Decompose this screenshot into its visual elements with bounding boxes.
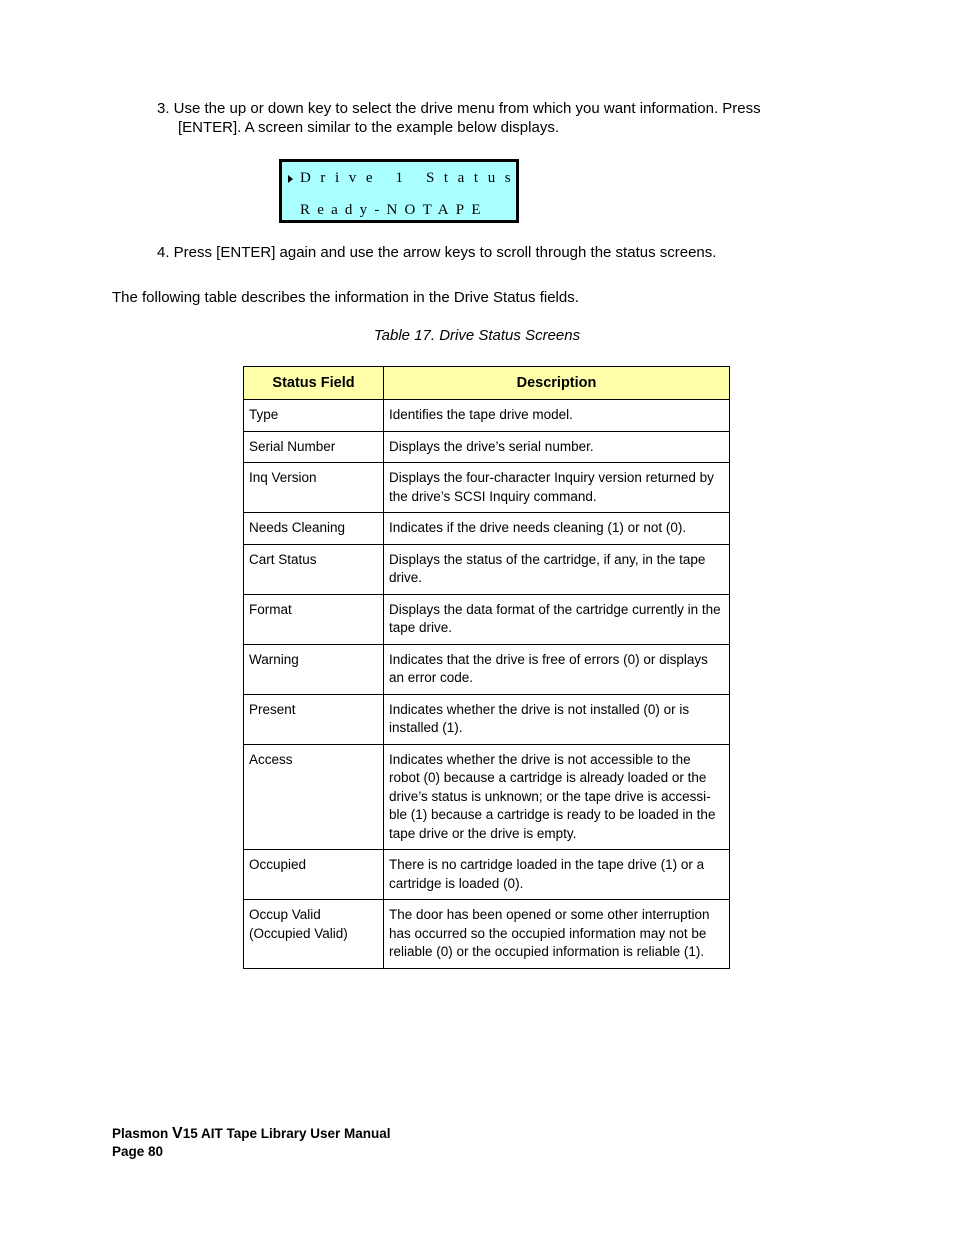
table-row <box>244 644 730 694</box>
status-field-cell: Needs Cleaning <box>244 513 384 545</box>
footer <box>112 1125 391 1161</box>
intro-paragraph: The following table describes the information in the Drive Status fields. <box>112 289 579 306</box>
description-cell: Displays the four-character Inquiry version returned by the drive’s SCSI Inquiry command. <box>384 463 730 513</box>
footer-title-b: 15 AIT Tape Library User Manual <box>182 1126 391 1141</box>
table-body <box>244 400 730 969</box>
status-field-cell: Serial Number <box>244 431 384 463</box>
description-cell: Identifies the tape drive model. <box>384 400 730 432</box>
step-3-line-1: 3. Use the up or down key to select the drive menu from which you want information. Press <box>157 100 761 117</box>
table-row <box>244 850 730 900</box>
description-cell: Displays the drive’s serial number. <box>384 431 730 463</box>
status-field-cell: Occupied <box>244 850 384 900</box>
table-row <box>244 463 730 513</box>
description-cell: There is no cartridge loaded in the tape drive (1) or a cartridge is loaded (0). <box>384 850 730 900</box>
status-field-cell: Access <box>244 744 384 850</box>
status-field-cell: Present <box>244 694 384 744</box>
table-row <box>244 744 730 850</box>
description-cell: Displays the data format of the cartridge currently in the tape drive. <box>384 594 730 644</box>
status-field-cell: Format <box>244 594 384 644</box>
table-row <box>244 694 730 744</box>
header-status-field: Status Field <box>244 367 384 400</box>
footer-title <box>112 1125 391 1143</box>
footer-title-v: V <box>172 1125 183 1142</box>
status-field-cell: Inq Version <box>244 463 384 513</box>
step-3 <box>157 99 817 137</box>
table-row <box>244 900 730 969</box>
table-row <box>244 544 730 594</box>
step-4: 4. Press [ENTER] again and use the arrow keys to scroll through the status screens. <box>157 244 717 261</box>
footer-page-number: Page 80 <box>112 1144 164 1159</box>
table-header-row <box>244 367 730 400</box>
right-triangle-icon <box>288 175 293 183</box>
status-field-cell: Cart Status <box>244 544 384 594</box>
footer-title-a: Plasmon <box>112 1126 173 1141</box>
drive-status-table <box>243 366 730 969</box>
table-row <box>244 431 730 463</box>
lcd-display <box>279 159 519 223</box>
status-field-cell: Type <box>244 400 384 432</box>
status-field-cell: Warning <box>244 644 384 694</box>
description-cell: Indicates that the drive is free of errors (0) or displays an error code. <box>384 644 730 694</box>
description-cell: Indicates if the drive needs cleaning (1) or not (0). <box>384 513 730 545</box>
table-caption: Table 17. Drive Status Screens <box>373 327 581 344</box>
description-cell: Indicates whether the drive is not accessible to the robot (0) because a cartridge is already loaded or the drive’s status is unknown; or the tape drive is accessi-ble (1) because a cartridge is ready to be loaded in the tape drive or the drive is empty. <box>384 744 730 850</box>
description-cell: The door has been opened or some other interruption has occurred so the occupied information may not be reliable (0) or the occupied information is reliable (1). <box>384 900 730 969</box>
lcd-line-2: Ready-NOTAPE <box>300 202 488 218</box>
table-row <box>244 513 730 545</box>
header-description: Description <box>384 367 730 400</box>
description-cell: Indicates whether the drive is not installed (0) or is installed (1). <box>384 694 730 744</box>
description-cell: Displays the status of the cartridge, if any, in the tape drive. <box>384 544 730 594</box>
table-row <box>244 400 730 432</box>
lcd-line-1: Drive 1 Status <box>300 170 521 186</box>
table-row <box>244 594 730 644</box>
status-field-cell: Occup Valid (Occupied Valid) <box>244 900 384 969</box>
step-3-line-2: [ENTER]. A screen similar to the example below displays. <box>178 119 559 136</box>
